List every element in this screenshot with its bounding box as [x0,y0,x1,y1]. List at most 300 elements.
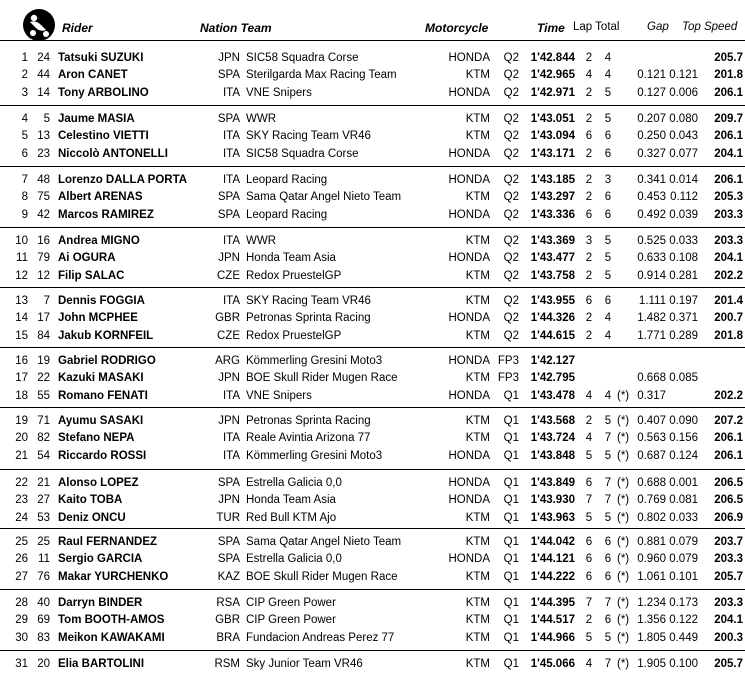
gap-to-first: 0.317 [637,389,666,402]
team-name: Redox PruestelGP [246,269,342,282]
gap-to-first: 1.234 [637,597,666,609]
session: Q1 [503,597,519,609]
team-name: VNE Snipers [246,389,312,402]
table-row [0,595,745,612]
gap-to-first: 1.905 [637,658,666,670]
lap-time: 1'44.222 [530,570,575,583]
team-name: Red Bull KTM Ajo [246,511,337,524]
lap-time: 1'43.477 [530,252,575,265]
note-marker: (*) [617,553,630,566]
header-rider: Rider [62,21,93,35]
motorcycle-brand: HONDA [448,312,490,325]
bike-number: 75 [37,191,50,204]
lap-time: 1'43.336 [530,208,575,221]
position: 31 [15,658,28,670]
gap-to-first: 0.207 [637,113,666,125]
session: Q2 [503,191,519,204]
note-marker: (*) [617,631,630,644]
lap-time: 1'42.795 [530,372,575,385]
rider-name: Raul FERNANDEZ [58,536,158,548]
nation-code: JPN [218,52,240,64]
bike-number: 76 [37,570,50,583]
gap-to-first: 0.960 [637,553,666,566]
lap-time: 1'43.930 [530,494,575,507]
position: 21 [15,449,28,462]
lap-time: 1'43.369 [530,235,575,247]
session: Q2 [503,269,519,282]
bike-number: 25 [37,536,50,548]
note-marker: (*) [617,597,630,609]
table-row [0,189,745,206]
session: Q1 [503,570,519,583]
session: Q2 [503,130,519,143]
gap-to-first: 1.805 [637,631,666,644]
note-marker: (*) [617,536,630,548]
session: Q2 [503,52,519,64]
group-divider [0,227,745,228]
gap-to-previous: 0.085 [669,372,698,385]
session: Q2 [503,69,519,82]
position: 27 [15,570,28,583]
table-row [0,534,745,551]
table-header [0,0,745,40]
lap-number: 2 [585,415,593,427]
nation-code: ITA [222,295,240,307]
team-name: CIP Green Power [246,614,336,627]
top-speed: 206.1 [714,86,743,99]
gap-to-first: 0.327 [637,147,666,160]
gap-to-first: 0.914 [637,269,666,282]
rider-name: Marcos RAMIREZ [58,208,154,221]
team-name: BOE Skull Rider Mugen Race [246,372,398,385]
rider-name: Meikon KAWAKAMI [58,631,165,644]
position: 19 [15,415,28,427]
total-laps: 5 [604,449,612,462]
lap-time: 1'42.127 [530,355,575,367]
gap-to-previous: 0.077 [669,147,698,160]
team-name: WWR [246,235,277,247]
gap-to-previous: 0.124 [669,449,698,462]
top-speed: 201.8 [714,69,743,82]
team-name: VNE Snipers [246,86,312,99]
nation-code: GBR [215,614,240,627]
gap-to-first: 1.771 [637,329,666,342]
gap-to-first: 0.453 [637,191,666,204]
nation-code: SPA [217,536,240,548]
nation-code: ITA [222,130,240,143]
nation-code: BRA [216,631,240,644]
bike-number: 5 [43,113,50,125]
lap-time: 1'44.395 [530,597,575,609]
top-speed: 205.3 [714,191,743,204]
lap-number: 4 [585,69,593,82]
gap-to-previous: 0.112 [670,191,698,204]
top-speed: 200.7 [714,312,743,325]
total-laps: 5 [604,235,612,247]
lap-time: 1'43.297 [530,191,575,204]
total-laps: 6 [604,570,612,583]
session: Q2 [503,147,519,160]
nation-code: TUR [216,511,240,524]
gap-to-previous: 0.281 [669,269,698,282]
rider-name: Ayumu SASAKI [58,415,144,427]
lap-time: 1'44.121 [530,553,575,566]
group-divider [0,105,745,106]
lap-time: 1'44.615 [530,329,575,342]
gap-to-previous: 0.156 [669,432,698,445]
team-name: Reale Avintia Arizona 77 [246,432,371,445]
lap-time: 1'44.042 [530,536,575,548]
position: 6 [21,147,28,160]
gap-to-first: 0.802 [637,511,666,524]
motorcycle-brand: HONDA [448,389,490,402]
table-row [0,430,745,447]
rider-name: Aron CANET [58,69,128,82]
group-divider [0,347,745,348]
top-speed: 206.1 [714,449,743,462]
lap-time: 1'43.955 [530,295,575,307]
session: Q1 [503,389,519,402]
rider-name: Jaume MASIA [58,113,135,125]
rider-name: Andrea MIGNO [58,235,140,247]
top-speed: 204.1 [714,252,743,265]
lap-number: 2 [585,191,593,204]
gap-to-previous: 0.108 [669,252,698,265]
gap-to-first: 1.111 [638,295,666,307]
team-name: Leopard Racing [246,174,328,186]
table-row [0,492,745,509]
total-laps: 6 [604,614,612,627]
team-name: Sterilgarda Max Racing Team [246,69,397,82]
team-name: WWR [246,113,277,125]
bike-number: 14 [37,86,50,99]
position: 4 [21,113,28,125]
header-motorcycle: Motorcycle [425,21,489,35]
rider-name: Romano FENATI [58,389,148,402]
lap-time: 1'44.326 [530,312,575,325]
header-top-speed: Top Speed [682,21,738,33]
top-speed: 206.5 [714,477,743,489]
position: 25 [15,536,28,548]
total-laps: 7 [604,658,612,670]
lap-number: 7 [585,494,593,507]
position: 22 [15,477,28,489]
gap-to-previous: 0.090 [669,415,698,427]
total-laps: 5 [604,415,612,427]
lap-time: 1'43.963 [530,511,575,524]
bike-number: 24 [37,52,50,64]
motorcycle-brand: HONDA [448,494,490,507]
position: 3 [21,86,28,99]
lap-time: 1'43.051 [530,113,575,125]
total-laps: 5 [604,86,612,99]
top-speed: 200.3 [714,631,743,644]
gap-to-first: 0.633 [637,252,666,265]
bike-number: 13 [37,130,50,143]
motorcycle-brand: KTM [465,191,490,204]
gap-to-previous: 0.449 [669,631,698,644]
motorcycle-brand: HONDA [448,449,490,462]
gap-to-first: 0.668 [637,372,666,385]
bike-number: 12 [37,269,50,282]
position: 13 [15,295,28,307]
lap-number: 7 [585,597,593,609]
top-speed: 205.7 [714,570,743,583]
rider-name: Darryn BINDER [58,597,143,609]
lap-time: 1'43.094 [530,130,575,143]
top-speed: 209.7 [714,113,743,125]
table-row [0,569,745,586]
gap-to-previous: 0.197 [669,295,698,307]
rider-on-motorcycle-icon [22,8,56,42]
group-divider [0,166,745,167]
total-laps: 4 [604,389,612,402]
header-nation-team: Nation Team [200,21,272,35]
top-speed: 206.5 [714,494,743,507]
gap-to-previous: 0.006 [669,86,698,99]
gap-to-previous: 0.101 [669,570,698,583]
rider-name: Riccardo ROSSI [58,449,147,462]
total-laps: 5 [604,252,612,265]
table-row [0,353,745,370]
top-speed: 204.1 [714,147,743,160]
lap-time: 1'43.724 [530,432,575,445]
gap-to-first: 0.492 [637,208,666,221]
total-laps: 4 [604,52,612,64]
lap-time: 1'43.568 [530,415,575,427]
gap-to-previous: 0.122 [669,614,698,627]
position: 26 [15,553,28,566]
nation-code: ITA [222,235,240,247]
team-name: BOE Skull Rider Mugen Race [246,570,398,583]
lap-number: 6 [585,477,593,489]
motorcycle-brand: KTM [465,269,490,282]
table-row [0,388,745,405]
table-row [0,111,745,128]
motorcycle-brand: KTM [465,372,490,385]
nation-code: SPA [217,477,240,489]
top-speed: 206.1 [714,432,743,445]
top-speed: 203.3 [714,235,743,247]
nation-code: SPA [217,69,240,82]
team-name: Kömmerling Gresini Moto3 [246,355,383,367]
team-name: Petronas Sprinta Racing [246,312,371,325]
top-speed: 203.3 [714,553,743,566]
bike-number: 27 [37,494,50,507]
session: Q2 [503,295,519,307]
top-speed: 202.2 [714,389,743,402]
group-divider [0,528,745,529]
position: 2 [21,69,28,82]
gap-to-previous: 0.080 [669,113,698,125]
lap-number: 5 [585,631,593,644]
team-name: Petronas Sprinta Racing [246,415,371,427]
nation-code: JPN [218,494,240,507]
top-speed: 206.1 [714,174,743,186]
lap-number: 5 [585,511,593,524]
gap-to-previous: 0.043 [669,130,698,143]
table-row [0,85,745,102]
team-name: SIC58 Squadra Corse [246,52,359,64]
note-marker: (*) [617,415,630,427]
total-laps: 6 [604,130,612,143]
session: Q1 [503,536,519,548]
rider-name: Celestino VIETTI [58,130,149,143]
top-speed: 202.2 [714,269,743,282]
position: 5 [21,130,28,143]
motorcycle-brand: HONDA [448,86,490,99]
rider-name: Albert ARENAS [58,191,143,204]
position: 8 [21,191,28,204]
bike-number: 69 [37,614,50,627]
gap-to-previous: 0.081 [669,494,698,507]
total-laps: 7 [604,432,612,445]
nation-code: ITA [222,432,240,445]
bike-number: 53 [37,511,50,524]
top-speed: 203.7 [714,536,743,548]
session: Q2 [503,235,519,247]
motorcycle-brand: KTM [465,658,490,670]
note-marker: (*) [617,494,630,507]
nation-code: ITA [222,389,240,402]
position: 29 [15,614,28,627]
table-row [0,370,745,387]
note-marker: (*) [617,389,630,402]
top-speed: 206.1 [714,130,743,143]
note-marker: (*) [617,477,630,489]
lap-number: 2 [585,614,593,627]
team-name: Fundacion Andreas Perez 77 [246,631,395,644]
total-laps: 4 [604,329,612,342]
session: Q1 [503,415,519,427]
lap-time: 1'44.966 [530,631,575,644]
note-marker: (*) [617,614,630,627]
lap-number: 6 [585,553,593,566]
bike-number: 55 [37,389,50,402]
bike-number: 44 [37,69,50,82]
session: Q2 [503,252,519,265]
position: 12 [15,269,28,282]
gap-to-previous: 0.173 [669,597,698,609]
lap-number: 2 [585,269,593,282]
gap-to-first: 0.881 [637,536,666,548]
team-name: SKY Racing Team VR46 [246,130,371,143]
note-marker: (*) [617,432,630,445]
nation-code: ARG [215,355,240,367]
total-laps: 5 [604,113,612,125]
table-row [0,67,745,84]
total-laps: 7 [604,597,612,609]
position: 7 [21,174,28,186]
nation-code: ITA [222,86,240,99]
table-row [0,310,745,327]
lap-number: 4 [585,432,593,445]
motorcycle-brand: KTM [465,329,490,342]
bike-number: 21 [37,477,50,489]
nation-code: ITA [222,147,240,160]
team-name: Sky Junior Team VR46 [246,658,363,670]
position: 11 [16,252,28,265]
note-marker: (*) [617,449,630,462]
nation-code: ITA [222,449,240,462]
table-row [0,268,745,285]
gap-to-first: 0.121 [637,69,666,82]
team-name: Leopard Racing [246,208,328,221]
total-laps: 5 [604,511,612,524]
group-divider [0,407,745,408]
total-laps: 6 [604,191,612,204]
rider-name: Alonso LOPEZ [58,477,139,489]
table-row [0,50,745,67]
gap-to-first: 0.688 [637,477,666,489]
motorcycle-brand: KTM [465,597,490,609]
session: Q1 [503,432,519,445]
position: 23 [15,494,28,507]
rider-name: Tatsuki SUZUKI [58,52,144,64]
rider-name: Makar YURCHENKO [58,570,169,583]
header-time: Time [537,21,565,35]
motorcycle-brand: KTM [465,511,490,524]
bike-number: 11 [38,553,50,566]
lap-time: 1'42.971 [530,86,575,99]
lap-number: 6 [585,295,593,307]
lap-time: 1'43.849 [530,477,575,489]
lap-number: 4 [585,389,593,402]
bike-number: 7 [43,295,50,307]
position: 15 [15,329,28,342]
lap-time: 1'43.478 [530,389,575,402]
motorcycle-brand: HONDA [448,477,490,489]
session: Q2 [503,174,519,186]
rider-name: Dennis FOGGIA [58,295,145,307]
bike-number: 23 [37,147,50,160]
gap-to-first: 1.356 [637,614,666,627]
header-gap: Gap [647,21,669,33]
team-name: Honda Team Asia [246,494,336,507]
total-laps: 3 [604,174,612,186]
nation-code: SPA [217,553,240,566]
position: 28 [15,597,28,609]
motorcycle-brand: HONDA [448,208,490,221]
motorcycle-brand: KTM [465,295,490,307]
table-row [0,250,745,267]
gap-to-first: 0.127 [637,86,666,99]
session: Q2 [503,329,519,342]
gap-to-first: 0.687 [637,449,666,462]
total-laps: 5 [604,631,612,644]
top-speed: 206.9 [714,511,743,524]
lap-time: 1'44.517 [530,614,575,627]
gap-to-previous: 0.100 [669,658,698,670]
nation-code: SPA [217,113,240,125]
session: Q1 [503,614,519,627]
top-speed: 205.7 [714,52,743,64]
group-divider [0,589,745,590]
lap-number: 6 [585,536,593,548]
header-divider [0,40,745,41]
table-row [0,172,745,189]
table-row [0,656,745,673]
bike-number: 40 [37,597,50,609]
table-row [0,551,745,568]
team-name: Kömmerling Gresini Moto3 [246,449,383,462]
team-name: Sama Qatar Angel Nieto Team [246,536,402,548]
team-name: Estrella Galicia 0,0 [246,553,342,566]
top-speed: 203.3 [714,208,743,221]
note-marker: (*) [617,511,630,524]
motorcycle-brand: HONDA [448,252,490,265]
group-divider [0,469,745,470]
